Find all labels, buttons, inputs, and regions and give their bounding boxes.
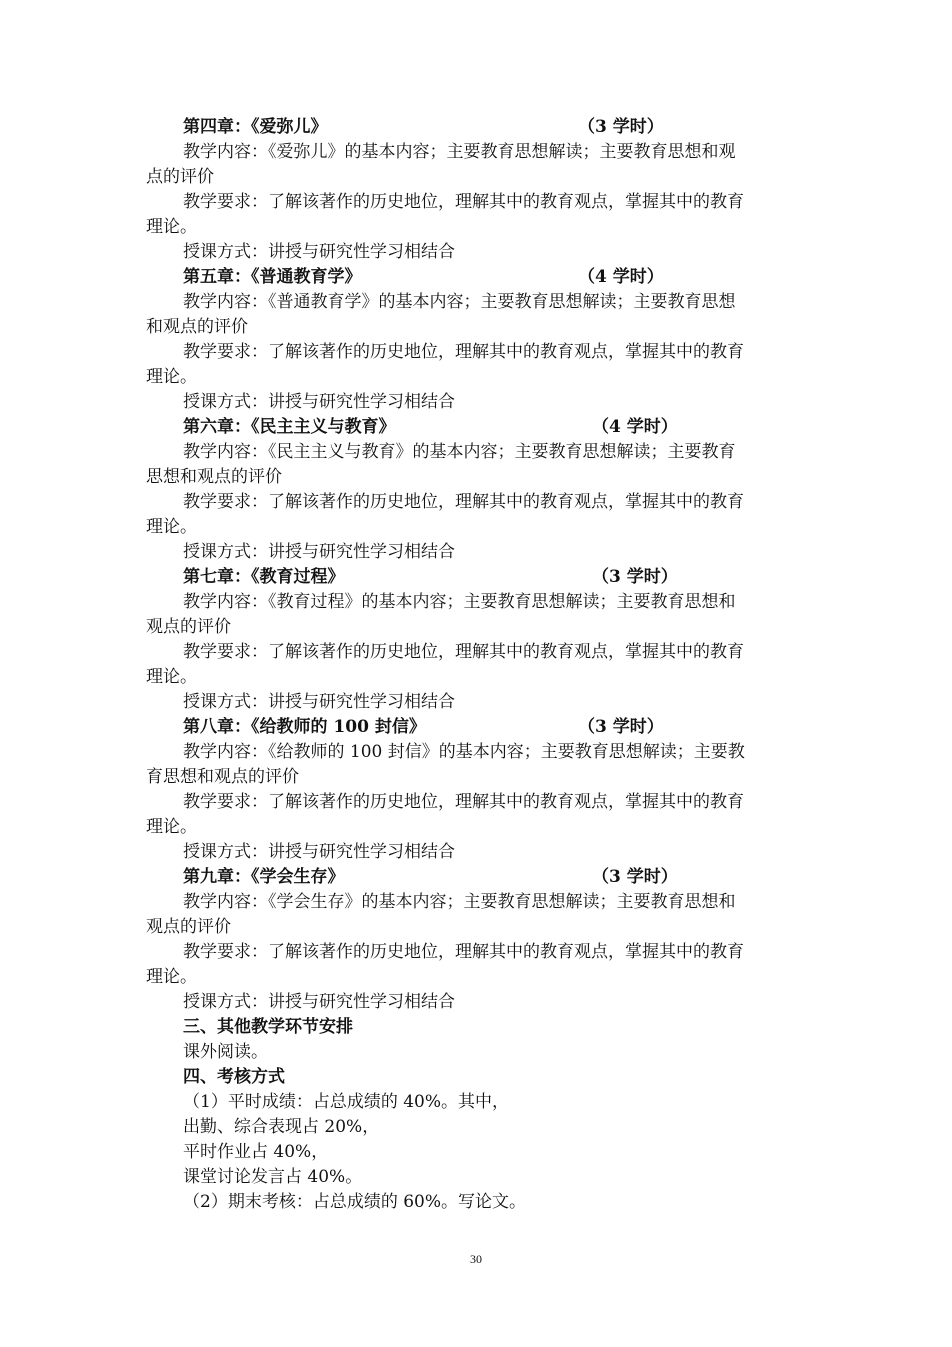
page-number: 30 [470,1252,482,1266]
requirement-line: 教学要求：了解该著作的历史地位，理解其中的教育观点，掌握其中的教育 [183,492,744,512]
assessment-line: （1）平时成绩：占总成绩的 40%。其中， [183,1092,510,1112]
section-heading-assessment: 四、考核方式 [183,1067,285,1087]
content-line: 教学内容：《爱弥儿》的基本内容；主要教育思想解读；主要教育思想和观 [183,142,736,162]
assessment-line: （2）期末考核：占总成绩的 60%。写论文。 [183,1192,527,1212]
content-line-continued: 观点的评价 [146,917,231,937]
requirement-line: 教学要求：了解该著作的历史地位，理解其中的教育观点，掌握其中的教育 [183,192,744,212]
teaching-method: 授课方式：讲授与研究性学习相结合 [183,842,455,862]
chapter-hours: （4 学时） [592,417,678,437]
content-line-continued: 和观点的评价 [146,317,248,337]
teaching-method: 授课方式：讲授与研究性学习相结合 [183,392,455,412]
teaching-method: 授课方式：讲授与研究性学习相结合 [183,692,455,712]
content-line-continued: 育思想和观点的评价 [146,767,299,787]
teaching-method: 授课方式：讲授与研究性学习相结合 [183,542,455,562]
page-content [146,115,812,1215]
chapter-title: 第四章：《爱弥儿》 [183,117,328,137]
content-line: 教学内容：《给教师的 100 封信》的基本内容；主要教育思想解读；主要教 [183,742,745,762]
chapter-title: 第五章：《普通教育学》 [183,267,362,287]
chapter-heading [146,865,812,890]
requirement-line-continued: 理论。 [146,217,197,237]
assessment-line: 平时作业占 40%， [183,1142,329,1162]
assessment-line: 出勤、综合表现占 20%， [183,1117,380,1137]
assessment-line: 课堂讨论发言占 40%。 [183,1167,363,1187]
chapter-hours: （4 学时） [578,267,664,287]
chapter-title: 第六章：《民主主义与教育》 [183,417,396,437]
chapter-title: 第八章：《给教师的 100 封信》 [183,717,426,737]
chapter-title: 第七章：《教育过程》 [183,567,345,587]
chapter-hours: （3 学时） [578,717,664,737]
section-text-other: 课外阅读。 [183,1042,268,1062]
requirement-line: 教学要求：了解该著作的历史地位，理解其中的教育观点，掌握其中的教育 [183,642,744,662]
content-line-continued: 观点的评价 [146,617,231,637]
chapter-hours: （3 学时） [592,567,678,587]
chapter-hours: （3 学时） [578,117,664,137]
content-line: 教学内容：《普通教育学》的基本内容；主要教育思想解读；主要教育思想 [183,292,736,312]
chapter-hours: （3 学时） [592,867,678,887]
teaching-method: 授课方式：讲授与研究性学习相结合 [183,242,455,262]
requirement-line-continued: 理论。 [146,517,197,537]
requirement-line: 教学要求：了解该著作的历史地位，理解其中的教育观点，掌握其中的教育 [183,792,744,812]
chapter-title: 第九章：《学会生存》 [183,867,345,887]
section-heading-other: 三、其他教学环节安排 [183,1017,353,1037]
requirement-line: 教学要求：了解该著作的历史地位，理解其中的教育观点，掌握其中的教育 [183,942,744,962]
content-line: 教学内容：《学会生存》的基本内容；主要教育思想解读；主要教育思想和 [183,892,736,912]
requirement-line-continued: 理论。 [146,967,197,987]
content-line: 教学内容：《民主主义与教育》的基本内容；主要教育思想解读；主要教育 [183,442,736,462]
teaching-method: 授课方式：讲授与研究性学习相结合 [183,992,455,1012]
content-line-continued: 思想和观点的评价 [146,467,282,487]
content-line-continued: 点的评价 [146,167,214,187]
chapter-heading [146,265,812,290]
chapter-heading [146,715,812,740]
requirement-line-continued: 理论。 [146,367,197,387]
chapter-heading [146,115,812,140]
requirement-line: 教学要求：了解该著作的历史地位，理解其中的教育观点，掌握其中的教育 [183,342,744,362]
requirement-line-continued: 理论。 [146,817,197,837]
chapter-heading [146,415,812,440]
content-line: 教学内容：《教育过程》的基本内容；主要教育思想解读；主要教育思想和 [183,592,736,612]
requirement-line-continued: 理论。 [146,667,197,687]
chapter-heading [146,565,812,590]
